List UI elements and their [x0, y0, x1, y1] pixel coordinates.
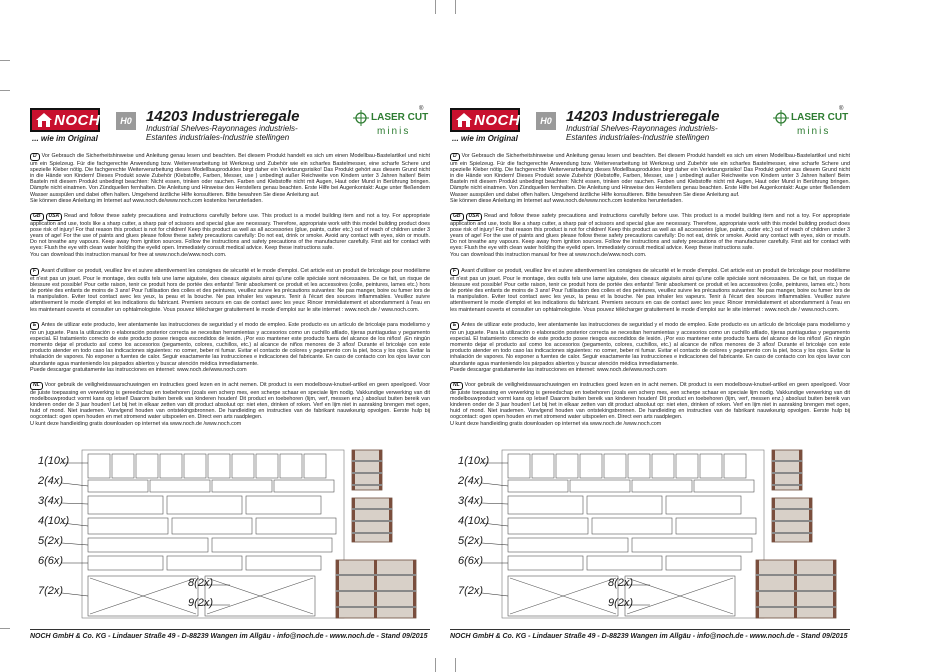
part-label-1: 1(10x) — [458, 455, 490, 467]
instruction-panel-left: NOCH ... wie im Original H0 14203 Industrieregale Industrial Shelves-Rayonnages industriels- Estantes industriales-Industrie stellingen LASER CUT minis ® D Vor Gebrauch die Sicherheitshinweise und Anleitung genau lesen und beachten. Bei diesem Produkt handelt es sich um einen Modellbau-Bastelartikel und nicht um ein Spielzeug. Für die fachgerechte Anwendung bzw. Weiterverarbeitung ist Werkzeug und Zubehör wie ein scharfes Bastelmesser, eine scharfe Schere und spezielle Kleber nötig. Die fachgerechte Weiterverarbeitung dieses Modellbauproduktes birgt daher ein Verletzungsrisiko! Das Produkt gehört aus diesem Grund nicht in die Hände von Kindern! Dieses Produkt sowie Zubehör (Klebstoffe, Farben, Messer, use ) unbedingt außer Reichweite von Kindern unter 3 Jahren halten! Beim Basteln mit diesem Produkt unbedingt beachten: Nicht essen, trinken oder rauchen. Farben und Klebstoffe nicht mit Augen, Haut oder Mund in Berührung bringen. Dämpfe nicht einatmen. Von Zündquellen fernhalten. Die Anleitung und Hinweise des Herstellers genau beachten. Erste Hilfe bei Augenkontakt: Auge unter fließendem Wasser ausspülen und dabei offen halten. Umgehend ärztliche Hilfe konsultieren. Bitte bewahren Sie diese Anleitung auf. Sie können diese Anleitung im Internet auf www.noch.de/www.noch.com kostenlos herunterladen. GB USA Read and follow these safety precautions and instructions carefully before use. This product is a model building item and not a toy. For appropriate application and use, tools like a sharp cutter, a sharp pair of scissors and special glue are necessary. Therefore, appropriate work with this model building product does pose risk of injury! For that reason this product is not for children! Keep this product as well as all accessories (glue, paints, cutter etc.) out of reach of children under 3 years of age! For the use of paints and glues please follow these safety precautions carefully: Do not eat, drink or smoke. Avoid any contact with eyes, skin or mouth. Do not breathe any vapours. Keep away from ignition sources. Follow the instructions and safety precautions of the manufacturer carefully. First aid for contact with eyes: Flush the eye with clean water holding the eyelid open. Immediately consult medical advice. Keep these instructions safe. You can download this instruction manual for free at www.noch.de/www.noch.com. F Avant d'utiliser ce produit, veuillez lire et suivre attentivement les consignes de sécurité et le mode d'emploi. Cet article est un produit de bricolage pour modélisme et n'est pas un jouet. Pour le montage, des outils tels une lame aiguisée, des ciseaux aiguisés ainsi qu'une colle spéciale sont nécessaires. De ce fait, un risque de blessure est possible! Pour cette raison, tenir ce produit hors de portée des enfants! Tenir absolument ce produit et les accessoires (colle, peintures, lames etc.) hors de portée des enfants de moins de 3 ans! Pour l'utilisation des colles et des peintures, veuillez suivre les précautions suivantes: Ne pas manger, boire ou fumer lors de la manipulation. Eviter tout contact avec les yeux, la peau et la bouche. Ne pas inhaler les vapeurs. Tenir à l'écart des sources inflammables. Veuillez suivre attentivement le mode d'emploi et les indications du fabricant. Premiers secours en cas de contact avec les yeux: Rincer immédiatement et abondamment à l'eau en les maintenant ouverts et consulter un ophtalmologiste. Vous pouvez télécharger gratuitement le mode d'emploi sur le site internet : www.noch.de / www.noch.com. E Antes de utilizar este producto, leer atentamente las instrucciones de seguridad y el modo de empleo. Este producto es un artículo de bricolaje para modelismo y no un juguete. Para la utilización o elaboración posterior correcta se necesitan herramientas y accesorios como un cuchillo afilado, tijeras puntiagudas y pegamento especial. El tratamiento correcto de este producto posee riesgos escondidos de lesión. ¡Por eso mantener este producto fuera del alcance de los niños! ¡En ningún momento dejar el producto así como los accesorios (pegamento, colores, cuchillos, etc.) al alcance de niños menores de 3 años! Durante el bricolaje con este producto atender en todo caso las indicaciones siguientes: no comer, beber ni fumar. Evitar el contacto de colores y pegamento con la piel, boca y los ojos. Evitar la inhalación de vapores. No exponer a fuentes de calor. Seguir exactamente las instrucciones e indicaciones del fabricante. En caso de contacto con los ojos lavar con abundante agua manteniendo los párpados abiertos y buscar atención médica inmediatamente. Puede descargar gratuitamente las instrucciones en internet: www.noch.de/www.noch.com NL Voor gebruik de veiligheidswaarschuwingen en instructies goed lezen en in acht nemen. Dit product is een modelbouw-knutsel-artikel en geen speelgoed. Voor de juiste toepassing en verwerking is gereedschap en toebehoren (zoals een scherp mes, een scherpe schaar en speciale lijm nodig. Vakkundige verwerking van dit modelbouwproduct vormt kans op letsel! Daarom buiten bereik van kinderen houden! Dit product en toebehoren (lijm, verf, messen enz.) absoluut buiten bereik van kinderen onder de 3 jaar houden! Let bij het in elkaar zetten van dit product absoluut op: niet eten, drinken of roken. Verf en lijm niet in aanraking brengen met ogen, huid of mond. Niet inademen. Vanvlgend houden van ontstekingsbronnen. De handleiding en instructies van de fabrikant nauwkeurig opvolgen. Eerste hulp bij oogcontact: ogen open houden en met stromend water uitspoelen en. Direct een arts raadplegen. U kunt deze handleiding gratis downloaden op internet via www.noch.de /www.noch.com 1(10x) 2(4x) 3(4x) 4(10x) 5(2x) 6(6x) 7(2x) 8(2x) 9(2x) NOCH GmbH & Co. KG - Lindauer Straße 49 - D-88239 Wangen im Allgäu - info@noch.de - www.noch.de - Stand 09/2015 — [30, 106, 430, 640]
part-label-6: 6(6x) — [38, 555, 64, 567]
text-fr: F Avant d'utiliser ce produit, veuillez lire et suivre attentivement les consignes de sécurité et le mode d'emploi. Cet article est un produit de bricolage pour modélisme et n'est pas un jouet. Pour le montage, des outils tels une lame aiguisée, des ciseaux aiguisés ainsi qu'une colle spéciale sont nécessaires. De ce fait, un risque de blessure est possible! Pour cette raison, tenir ce produit hors de portée des enfants! Tenir absolument ce produit et les accessoires (colle, peintures, lames etc.) hors de portée des enfants de moins de 3 ans! Pour l'utilisation des colles et des peintures, veuillez suivre les précautions suivantes: Ne pas manger, boire ou fumer lors de la manipulation. Eviter tout contact avec les yeux, la peau et la bouche. Ne pas inhaler les vapeurs. Tenir à l'écart des sources inflammables. Veuillez suivre attentivement le mode d'emploi et les indications du fabricant. Premiers secours en cas de contact avec les yeux: Rincer immédiatement et abondamment à l'eau en les maintenant ouverts et consulter un ophtalmologiste. Vous pouvez télécharger gratuitement le mode d'emploi sur le site internet : www.noch.de / www.noch.com. — [30, 268, 430, 313]
part-label-4: 4(10x) — [458, 515, 490, 527]
footer-rule — [30, 629, 430, 630]
product-title: 14203 Industrieregale — [566, 108, 720, 125]
house-icon — [36, 113, 52, 127]
crosshair-icon — [353, 110, 369, 126]
scale-badge: H0 — [116, 112, 136, 130]
part-label-9: 9(2x) — [188, 597, 214, 609]
crosshair-icon — [773, 110, 789, 126]
text-fr: F Avant d'utiliser ce produit, veuillez lire et suivre attentivement les consignes de sécurité et le mode d'emploi. Cet article est un produit de bricolage pour modélisme et n'est pas un jouet. Pour le montage, des outils tels une lame aiguisée, des ciseaux aiguisés ainsi qu'une colle spéciale sont nécessaires. De ce fait, un risque de blessure est possible! Pour cette raison, tenir ce produit hors de portée des enfants! Tenir absolument ce produit et les accessoires (colle, peintures, lames etc.) hors de portée des enfants de moins de 3 ans! Pour l'utilisation des colles et des peintures, veuillez suivre les précautions suivantes: Ne pas manger, boire ou fumer lors de la manipulation. Eviter tout contact avec les yeux, la peau et la bouche. Ne pas inhaler les vapeurs. Tenir à l'écart des sources inflammables. Veuillez suivre attentivement le mode d'emploi et les indications du fabricant. Premiers secours en cas de contact avec les yeux: Rincer immédiatement et abondamment à l'eau en les maintenant ouverts et consulter un ophtalmologiste. Vous pouvez télécharger gratuitement le mode d'emploi sur le site internet : www.noch.de / www.noch.com. — [450, 268, 850, 313]
noch-logo — [450, 108, 520, 132]
part-label-4: 4(10x) — [38, 515, 70, 527]
product-subtitle: Industrial Shelves-Rayonnages industriels- Estantes industriales-Industrie stellingen — [566, 124, 718, 142]
part-label-7: 7(2x) — [38, 585, 64, 597]
shelf-illustration — [336, 450, 416, 618]
footer-rule — [450, 629, 850, 630]
parts-diagram — [30, 446, 430, 624]
part-label-3: 3(4x) — [458, 495, 484, 507]
crop-mark — [0, 60, 10, 61]
part-label-2: 2(4x) — [38, 475, 64, 487]
part-label-9: 9(2x) — [608, 597, 634, 609]
text-en: GB USA Read and follow these safety precautions and instructions carefully before use. This product is a model building item and not a toy. For appropriate application and use, tools like a sharp cutter, a sharp pair of scissors and special glue are necessary. Therefore, appropriate work with this model building product does pose risk of injury! For that reason this product is not for children! Keep this product as well as all accessories (glue, paints, cutter etc.) out of reach of children under 3 years of age! For the use of paints and glues please follow these safety precautions carefully: Do not eat, drink or smoke. Avoid any contact with eyes, skin or mouth. Do not breathe any vapours. Keep away from ignition sources. Follow the instructions and safety precautions of the manufacturer carefully. First aid for contact with eyes: Flush the eye with clean water holding the eyelid open. Immediately consult medical advice. Keep these instructions safe. You can download this instruction manual for free at www.noch.de/www.noch.com. — [30, 213, 430, 258]
crop-mark — [0, 90, 10, 91]
text-de: D Vor Gebrauch die Sicherheitshinweise und Anleitung genau lesen und beachten. Bei diesem Produkt handelt es sich um einen Modellbau-Bastelartikel und nicht um ein Spielzeug. Für die fachgerechte Anwendung bzw. Weiterverarbeitung ist Werkzeug und Zubehör wie ein scharfes Bastelmesser, eine scharfe Schere und spezielle Kleber nötig. Die fachgerechte Weiterverarbeitung dieses Modellbauproduktes birgt daher ein Verletzungsrisiko! Das Produkt gehört aus diesem Grund nicht in die Hände von Kindern! Dieses Produkt sowie Zubehör (Klebstoffe, Farben, Messer, use ) unbedingt außer Reichweite von Kindern unter 3 Jahren halten! Beim Basteln mit diesem Produkt unbedingt beachten: Nicht essen, trinken oder rauchen. Farben und Klebstoffe nicht mit Augen, Haut oder Mund in Berührung bringen. Dämpfe nicht einatmen. Von Zündquellen fernhalten. Die Anleitung und Hinweise des Herstellers genau beachten. Erste Hilfe bei Augenkontakt: Auge unter fließendem Wasser ausspülen und dabei offen halten. Umgehend ärztliche Hilfe konsultieren. Bitte bewahren Sie diese Anleitung auf. Sie können diese Anleitung im Internet auf www.noch.de/www.noch.com kostenlos herunterladen. — [30, 153, 430, 204]
brand-name: NOCH — [474, 112, 521, 129]
part-label-1: 1(10x) — [38, 455, 70, 467]
scale-badge: H0 — [536, 112, 556, 130]
brand-slogan: ... wie im Original — [32, 134, 98, 143]
part-label-6: 6(6x) — [458, 555, 484, 567]
footer: NOCH GmbH & Co. KG - Lindauer Straße 49 - D-88239 Wangen im Allgäu - info@noch.de - www.noch.de - Stand 09/2015 — [30, 633, 428, 640]
product-subtitle: Industrial Shelves-Rayonnages industriels- Estantes industriales-Industrie stellingen — [146, 124, 298, 142]
part-label-8: 8(2x) — [188, 577, 214, 589]
part-label-5: 5(2x) — [38, 535, 64, 547]
crop-mark — [0, 628, 10, 629]
part-label-8: 8(2x) — [608, 577, 634, 589]
text-nl: NL Voor gebruik de veiligheidswaarschuwingen en instructies goed lezen en in acht nemen. Dit product is een modelbouw-knutsel-artikel en geen speelgoed. Voor de juiste toepassing en verwerking is gereedschap en toebehoren (zoals een scherp mes, een scherpe schaar en speciale lijm nodig. Vakkundige verwerking van dit modelbouwproduct vormt kans op letsel! Daarom buiten bereik van kinderen houden! Dit product en toebehoren (lijm, verf, messen enz.) absoluut buiten bereik van kinderen onder de 3 jaar houden! Let bij het in elkaar zetten van dit product absoluut op: niet eten, drinken of roken. Verf en lijm niet in aanraking brengen met ogen, huid of mond. Niet inademen. Vanvlgend houden van ontstekingsbronnen. De handleiding en instructies van de fabrikant nauwkeurig opvolgen. Eerste hulp bij oogcontact: ogen open houden en met stromend water uitspoelen en. Direct een arts raadplegen. U kunt deze handleiding gratis downloaden op internet via www.noch.de /www.noch.com — [450, 382, 850, 427]
house-icon — [456, 113, 472, 127]
brand-name: NOCH — [54, 112, 101, 129]
text-nl: NL Voor gebruik de veiligheidswaarschuwingen en instructies goed lezen en in acht nemen. Dit product is een modelbouw-knutsel-artikel en geen speelgoed. Voor de juiste toepassing en verwerking is gereedschap en toebehoren (zoals een scherp mes, een scherpe schaar en speciale lijm nodig. Vakkundige verwerking van dit modelbouwproduct vormt kans op letsel! Daarom buiten bereik van kinderen houden! Dit product en toebehoren (lijm, verf, messen enz.) absoluut buiten bereik van kinderen onder de 3 jaar houden! Let bij het in elkaar zetten van dit product absoluut op: niet eten, drinken of roken. Verf en lijm niet in aanraking brengen met ogen, huid of mond. Niet inademen. Vanvlgend houden van ontstekingsbronnen. De handleiding en instructies van de fabrikant nauwkeurig opvolgen. Eerste hulp bij oogcontact: ogen open houden en met stromend water uitspoelen en. Direct een arts raadplegen. U kunt deze handleiding gratis downloaden op internet via www.noch.de /www.noch.com — [30, 382, 430, 427]
part-label-3: 3(4x) — [38, 495, 64, 507]
text-en: GB USA Read and follow these safety precautions and instructions carefully before use. This product is a model building item and not a toy. For appropriate application and use, tools like a sharp cutter, a sharp pair of scissors and special glue are necessary. Therefore, appropriate work with this model building product does pose risk of injury! For that reason this product is not for children! Keep this product as well as all accessories (glue, paints, cutter etc.) out of reach of children under 3 years of age! For the use of paints and glues please follow these safety precautions carefully: Do not eat, drink or smoke. Avoid any contact with eyes, skin or mouth. Do not breathe any vapours. Keep away from ignition sources. Follow the instructions and safety precautions of the manufacturer carefully. First aid for contact with eyes: Flush the eye with clean water holding the eyelid open. Immediately consult medical advice. Keep these instructions safe. You can download this instruction manual for free at www.noch.de/www.noch.com. — [450, 213, 850, 258]
brand-slogan: ... wie im Original — [452, 134, 518, 143]
product-title: 14203 Industrieregale — [146, 108, 300, 125]
shelf-illustration — [756, 450, 836, 618]
part-label-5: 5(2x) — [458, 535, 484, 547]
text-es: E Antes de utilizar este producto, leer atentamente las instrucciones de seguridad y el modo de empleo. Este producto es un artículo de bricolaje para modelismo y no un juguete. Para la utilización o elaboración posterior correcta se necesitan herramientas y accesorios como un cuchillo afilado, tijeras puntiagudas y pegamento especial. El tratamiento correcto de este producto posee riesgos escondidos de lesión. ¡Por eso mantener este producto fuera del alcance de los niños! ¡En ningún momento dejar el producto así como los accesorios (pegamento, colores, cuchillos, etc.) al alcance de niños menores de 3 años! Durante el bricolaje con este producto atender en todo caso las indicaciones siguientes: no comer, beber ni fumar. Evitar el contacto de colores y pegamento con la piel, boca y los ojos. Evitar la inhalación de vapores. No exponer a fuentes de calor. Seguir exactamente las instrucciones e indicaciones del fabricante. En caso de contacto con los ojos lavar con abundante agua manteniendo los párpados abiertos y buscar atención médica inmediatamente. Puede descargar gratuitamente las instrucciones en internet: www.noch.de/www.noch.com — [30, 322, 430, 373]
noch-logo — [30, 108, 100, 132]
parts-diagram — [450, 446, 850, 624]
text-es: E Antes de utilizar este producto, leer atentamente las instrucciones de seguridad y el modo de empleo. Este producto es un artículo de bricolaje para modelismo y no un juguete. Para la utilización o elaboración posterior correcta se necesitan herramientas y accesorios como un cuchillo afilado, tijeras puntiagudas y pegamento especial. El tratamiento correcto de este producto posee riesgos escondidos de lesión. ¡Por eso mantener este producto fuera del alcance de los niños! ¡En ningún momento dejar el producto así como los accesorios (pegamento, colores, cuchillos, etc.) al alcance de niños menores de 3 años! Durante el bricolaje con este producto atender en todo caso las indicaciones siguientes: no comer, beber ni fumar. Evitar el contacto de colores y pegamento con la piel, boca y los ojos. Evitar la inhalación de vapores. No exponer a fuentes de calor. Seguir exactamente las instrucciones e indicaciones del fabricante. En caso de contacto con los ojos lavar con abundante agua manteniendo los párpados abiertos y buscar atención médica inmediatamente. Puede descargar gratuitamente las instrucciones en internet: www.noch.de/www.noch.com — [450, 322, 850, 373]
footer: NOCH GmbH & Co. KG - Lindauer Straße 49 - D-88239 Wangen im Allgäu - info@noch.de - www.noch.de - Stand 09/2015 — [450, 633, 848, 640]
text-de: D Vor Gebrauch die Sicherheitshinweise und Anleitung genau lesen und beachten. Bei diesem Produkt handelt es sich um einen Modellbau-Bastelartikel und nicht um ein Spielzeug. Für die fachgerechte Anwendung bzw. Weiterverarbeitung ist Werkzeug und Zubehör wie ein scharfes Bastelmesser, eine scharfe Schere und spezielle Kleber nötig. Die fachgerechte Weiterverarbeitung dieses Modellbauproduktes birgt daher ein Verletzungsrisiko! Das Produkt gehört aus diesem Grund nicht in die Hände von Kindern! Dieses Produkt sowie Zubehör (Klebstoffe, Farben, Messer, use ) unbedingt außer Reichweite von Kindern unter 3 Jahren halten! Beim Basteln mit diesem Produkt unbedingt beachten: Nicht essen, trinken oder rauchen. Farben und Klebstoffe nicht mit Augen, Haut oder Mund in Berührung bringen. Dämpfe nicht einatmen. Von Zündquellen fernhalten. Die Anleitung und Hinweise des Herstellers genau beachten. Erste Hilfe bei Augenkontakt: Auge unter fließendem Wasser ausspülen und dabei offen halten. Umgehend ärztliche Hilfe konsultieren. Bitte bewahren Sie diese Anleitung auf. Sie können diese Anleitung im Internet auf www.noch.de/www.noch.com kostenlos herunterladen. — [450, 153, 850, 204]
part-label-7: 7(2x) — [458, 585, 484, 597]
part-label-2: 2(4x) — [458, 475, 484, 487]
instruction-panel-right: NOCH ... wie im Original H0 14203 Industrieregale Industrial Shelves-Rayonnages industriels- Estantes industriales-Industrie stellingen LASER CUT minis ® D Vor Gebrauch die Sicherheitshinweise und Anleitung genau lesen und beachten. Bei diesem Produkt handelt es sich um einen Modellbau-Bastelartikel und nicht um ein Spielzeug. Für die fachgerechte Anwendung bzw. Weiterverarbeitung ist Werkzeug und Zubehör wie ein scharfes Bastelmesser, eine scharfe Schere und spezielle Kleber nötig. Die fachgerechte Weiterverarbeitung dieses Modellbauproduktes birgt daher ein Verletzungsrisiko! Das Produkt gehört aus diesem Grund nicht in die Hände von Kindern! Dieses Produkt sowie Zubehör (Klebstoffe, Farben, Messer, use ) unbedingt außer Reichweite von Kindern unter 3 Jahren halten! Beim Basteln mit diesem Produkt unbedingt beachten: Nicht essen, trinken oder rauchen. Farben und Klebstoffe nicht mit Augen, Haut oder Mund in Berührung bringen. Dämpfe nicht einatmen. Von Zündquellen fernhalten. Die Anleitung und Hinweise des Herstellers genau beachten. Erste Hilfe bei Augenkontakt: Auge unter fließendem Wasser ausspülen und dabei offen halten. Umgehend ärztliche Hilfe konsultieren. Bitte bewahren Sie diese Anleitung auf. Sie können diese Anleitung im Internet auf www.noch.de/www.noch.com kostenlos herunterladen. GB USA Read and follow these safety precautions and instructions carefully before use. This product is a model building item and not a toy. For appropriate application and use, tools like a sharp cutter, a sharp pair of scissors and special glue are necessary. Therefore, appropriate work with this model building product does pose risk of injury! For that reason this product is not for children! Keep this product as well as all accessories (glue, paints, cutter etc.) out of reach of children under 3 years of age! For the use of paints and glues please follow these safety precautions carefully: Do not eat, drink or smoke. Avoid any contact with eyes, skin or mouth. Do not breathe any vapours. Keep away from ignition sources. Follow the instructions and safety precautions of the manufacturer carefully. First aid for contact with eyes: Flush the eye with clean water holding the eyelid open. Immediately consult medical advice. Keep these instructions safe. You can download this instruction manual for free at www.noch.de/www.noch.com. F Avant d'utiliser ce produit, veuillez lire et suivre attentivement les consignes de sécurité et le mode d'emploi. Cet article est un produit de bricolage pour modélisme et n'est pas un jouet. Pour le montage, des outils tels une lame aiguisée, des ciseaux aiguisés ainsi qu'une colle spéciale sont nécessaires. De ce fait, un risque de blessure est possible! Pour cette raison, tenir ce produit hors de portée des enfants! Tenir absolument ce produit et les accessoires (colle, peintures, lames etc.) hors de portée des enfants de moins de 3 ans! Pour l'utilisation des colles et des peintures, veuillez suivre les précautions suivantes: Ne pas manger, boire ou fumer lors de la manipulation. Eviter tout contact avec les yeux, la peau et la bouche. Ne pas inhaler les vapeurs. Tenir à l'écart des sources inflammables. Veuillez suivre attentivement le mode d'emploi et les indications du fabricant. Premiers secours en cas de contact avec les yeux: Rincer immédiatement et abondamment à l'eau en les maintenant ouverts et consulter un ophtalmologiste. Vous pouvez télécharger gratuitement le mode d'emploi sur le site internet : www.noch.de / www.noch.com. E Antes de utilizar este producto, leer atentamente las instrucciones de seguridad y el modo de empleo. Este producto es un artículo de bricolaje para modelismo y no un juguete. Para la utilización o elaboración posterior correcta se necesitan herramientas y accesorios como un cuchillo afilado, tijeras puntiagudas y pegamento especial. El tratamiento correcto de este producto posee riesgos escondidos de lesión. ¡Por eso mantener este producto fuera del alcance de los niños! ¡En ningún momento dejar el producto así como los accesorios (pegamento, colores, cuchillos, etc.) al alcance de niños menores de 3 años! Durante el bricolaje con este producto atender en todo caso las indicaciones siguientes: no comer, beber ni fumar. Evitar el contacto de colores y pegamento con la piel, boca y los ojos. Evitar la inhalación de vapores. No exponer a fuentes de calor. Seguir exactamente las instrucciones e indicaciones del fabricante. En caso de contacto con los ojos lavar con abundante agua manteniendo los párpados abiertos y buscar atención médica inmediatamente. Puede descargar gratuitamente las instrucciones en internet: www.noch.de/www.noch.com NL Voor gebruik de veiligheidswaarschuwingen en instructies goed lezen en in acht nemen. Dit product is een modelbouw-knutsel-artikel en geen speelgoed. Voor de juiste toepassing en verwerking is gereedschap en toebehoren (zoals een scherp mes, een scherpe schaar en speciale lijm nodig. Vakkundige verwerking van dit modelbouwproduct vormt kans op letsel! Daarom buiten bereik van kinderen houden! Dit product en toebehoren (lijm, verf, messen enz.) absoluut buiten bereik van kinderen onder de 3 jaar houden! Let bij het in elkaar zetten van dit product absoluut op: niet eten, drinken of roken. Verf en lijm niet in aanraking brengen met ogen, huid of mond. Niet inademen. Vanvlgend houden van ontstekingsbronnen. De handleiding en instructies van de fabrikant nauwkeurig opvolgen. Eerste hulp bij oogcontact: ogen open houden en met stromend water uitspoelen en. Direct een arts raadplegen. U kunt deze handleiding gratis downloaden op internet via www.noch.de /www.noch.com 1(10x) 2(4x) 3(4x) 4(10x) 5(2x) 6(6x) 7(2x) 8(2x) 9(2x) NOCH GmbH & Co. KG - Lindauer Straße 49 - D-88239 Wangen im Allgäu - info@noch.de - www.noch.de - Stand 09/2015 — [450, 106, 850, 640]
